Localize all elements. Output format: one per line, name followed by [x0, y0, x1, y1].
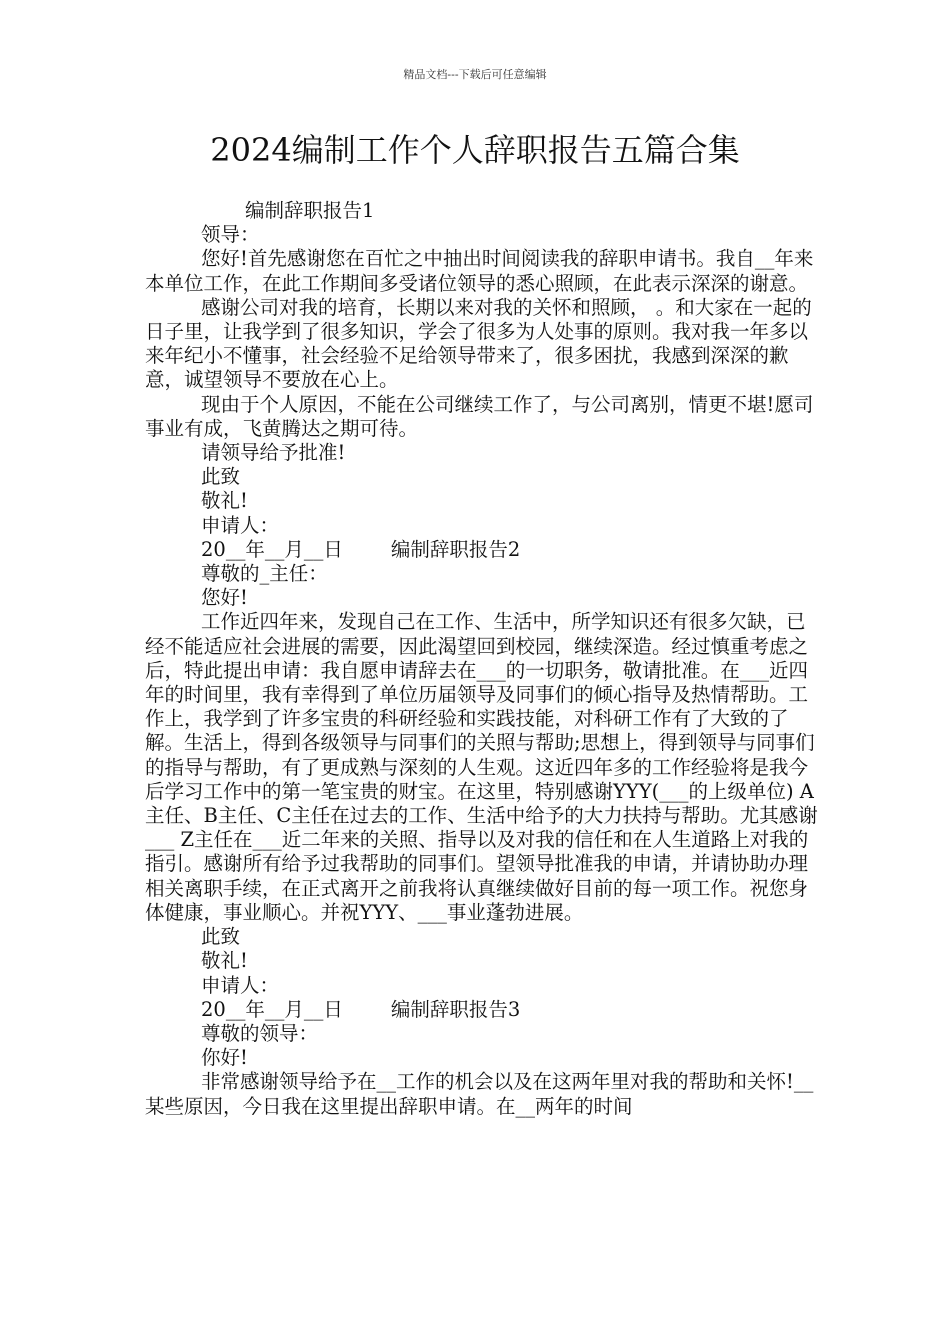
- report1-paragraph-2: 感谢公司对我的培育，长期以来对我的关怀和照顾， 。和大家在一起的日子里，让我学到了很多知识，学会了很多为人处事的原则。我对我一年多以来年纪小不懂事，社会经验不足给领导带来了，很多困扰，我感到深深的歉意，诚望领导不要放在心上。: [145, 295, 812, 392]
- report2-heading: 编制辞职报告2: [390, 537, 521, 561]
- report3-heading: 编制辞职报告3: [390, 997, 521, 1021]
- report3-salutation: 尊敬的领导：: [201, 1021, 319, 1045]
- report1-paragraph-4: 请领导给予批准!: [201, 441, 346, 465]
- report3-greeting: 你好!: [201, 1046, 248, 1070]
- report2-closing-1: 此致: [201, 925, 241, 949]
- report2-date-line: [145, 998, 821, 1022]
- report1-closing-1: 此致: [201, 465, 241, 489]
- document-title: 2024编制工作个人辞职报告五篇合集: [210, 131, 740, 169]
- document-body: [145, 199, 821, 1119]
- report1-paragraph-3: 现由于个人原因，不能在公司继续工作了，与公司离别，情更不堪!愿司事业有成，飞黄腾达之期可待。: [145, 392, 814, 440]
- report2-closing-2: 敬礼!: [201, 949, 248, 973]
- report3-paragraph-1: 非常感谢领导给予在__工作的机会以及在这两年里对我的帮助和关怀!__某些原因，今日我在这里提出辞职申请。在__两年的时间: [145, 1070, 814, 1118]
- report2-greeting: 您好!: [201, 586, 248, 610]
- report1-heading: 编制辞职报告1: [245, 199, 375, 222]
- report1-closing-2: 敬礼!: [201, 489, 248, 513]
- report1-paragraph-1: 您好!首先感谢您在百忙之中抽出时间阅读我的辞职申请书。我自__年来本单位工作，在此工作期间多受诸位领导的悉心照顾，在此表示深深的谢意。: [145, 247, 814, 295]
- report2-salutation: 尊敬的_主任：: [201, 562, 328, 586]
- report1-applicant: 申请人：: [201, 513, 280, 537]
- report1-date-line: [145, 538, 821, 562]
- report2-date: 20__年__月__日: [201, 997, 343, 1021]
- report1-salutation: 领导：: [201, 223, 260, 247]
- report1-date: 20__年__月__日: [201, 537, 343, 561]
- report2-paragraph-1: 工作近四年来，发现自己在工作、生活中，所学知识还有很多欠缺，已经不能适应社会进展的需要，因此渴望回到校园，继续深造。经过慎重考虑之后，特此提出申请：我自愿申请辞去在___的一切职务，敬请批准。在___近四年的时间里，我有幸得到了单位历届领导及同事们的倾心指导及热情帮助。工作上，我学到了许多宝贵的科研经验和实践技能，对科研工作有了大致的了解。生活上，得到各级领导与同事们的关照与帮助;思想上，得到领导与同事们的指导与帮助，有了更成熟与深刻的人生观。这近四年多的工作经验将是我今后学习工作中的第一笔宝贵的财宝。在这里，特别感谢YYY(___的上级单位) A主任、B主任、C主任在过去的工作、生活中给予的大力扶持与帮助。尤其感谢___ Z主任在___近二年来的关照、指导以及对我的信任和在人生道路上对我的指引。感谢所有给予过我帮助的同事们。望领导批准我的申请，并请协助办理相关离职手续，在正式离开之前我将认真继续做好目前的每一项工作。祝您身体健康，事业顺心。并祝YYY、___事业蓬勃进展。: [145, 610, 818, 924]
- header-note: 精品文档---下载后可任意编辑: [403, 68, 547, 81]
- report2-applicant: 申请人：: [201, 973, 280, 997]
